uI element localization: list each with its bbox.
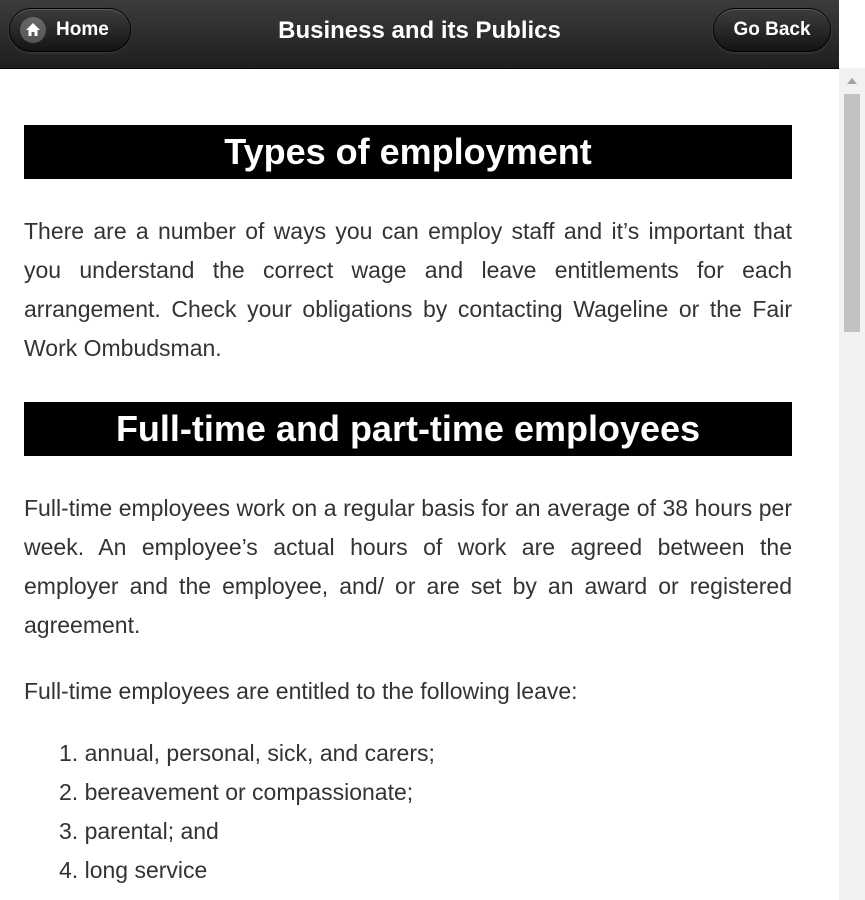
- list-item-text: bereavement or compassionate;: [84, 779, 414, 805]
- home-button-label: Home: [56, 19, 109, 40]
- list-item: [59, 773, 792, 812]
- section-heading-types-of-employment: Types of employment: [24, 125, 792, 179]
- go-back-button-label: Go Back: [733, 19, 811, 40]
- leave-entitlements-intro: Full-time employees are entitled to the following leave:: [24, 678, 578, 704]
- list-item-text: parental; and: [84, 818, 219, 844]
- main-content: [24, 125, 792, 890]
- home-button[interactable]: [9, 8, 131, 52]
- app-header: [0, 0, 839, 69]
- scroll-up-arrow-icon[interactable]: [847, 78, 857, 84]
- list-item-number: 3.: [59, 818, 79, 844]
- full-time-description-paragraph: Full-time employees work on a regular basis for an average of 38 hours per week. An employee’s actual hours of work are agreed between the employer and the employee, and/ or are set by an award or registered agreement.: [24, 495, 792, 638]
- section-heading-full-time-part-time: Full-time and part-time employees: [24, 402, 792, 456]
- list-item-number: 2.: [59, 779, 79, 805]
- home-icon: [20, 17, 46, 43]
- list-item: [59, 734, 792, 773]
- list-item-number: 4.: [59, 857, 79, 883]
- go-back-button[interactable]: [713, 8, 831, 52]
- list-item-text: annual, personal, sick, and carers;: [84, 740, 435, 766]
- list-item-text: long service: [84, 857, 208, 883]
- vertical-scrollbar[interactable]: [839, 68, 865, 900]
- list-item: [59, 812, 792, 851]
- scrollbar-thumb[interactable]: [844, 94, 860, 332]
- list-item: [59, 851, 792, 890]
- page-title: Business and its Publics: [278, 17, 561, 44]
- leave-entitlements-list: [24, 734, 792, 890]
- list-item-number: 1.: [59, 740, 79, 766]
- types-of-employment-paragraph: There are a number of ways you can employ staff and it’s important that you understand the correct wage and leave entitlements for each arrangement. Check your obligations by contacting Wageline or the Fair Work Ombudsman.: [24, 218, 792, 361]
